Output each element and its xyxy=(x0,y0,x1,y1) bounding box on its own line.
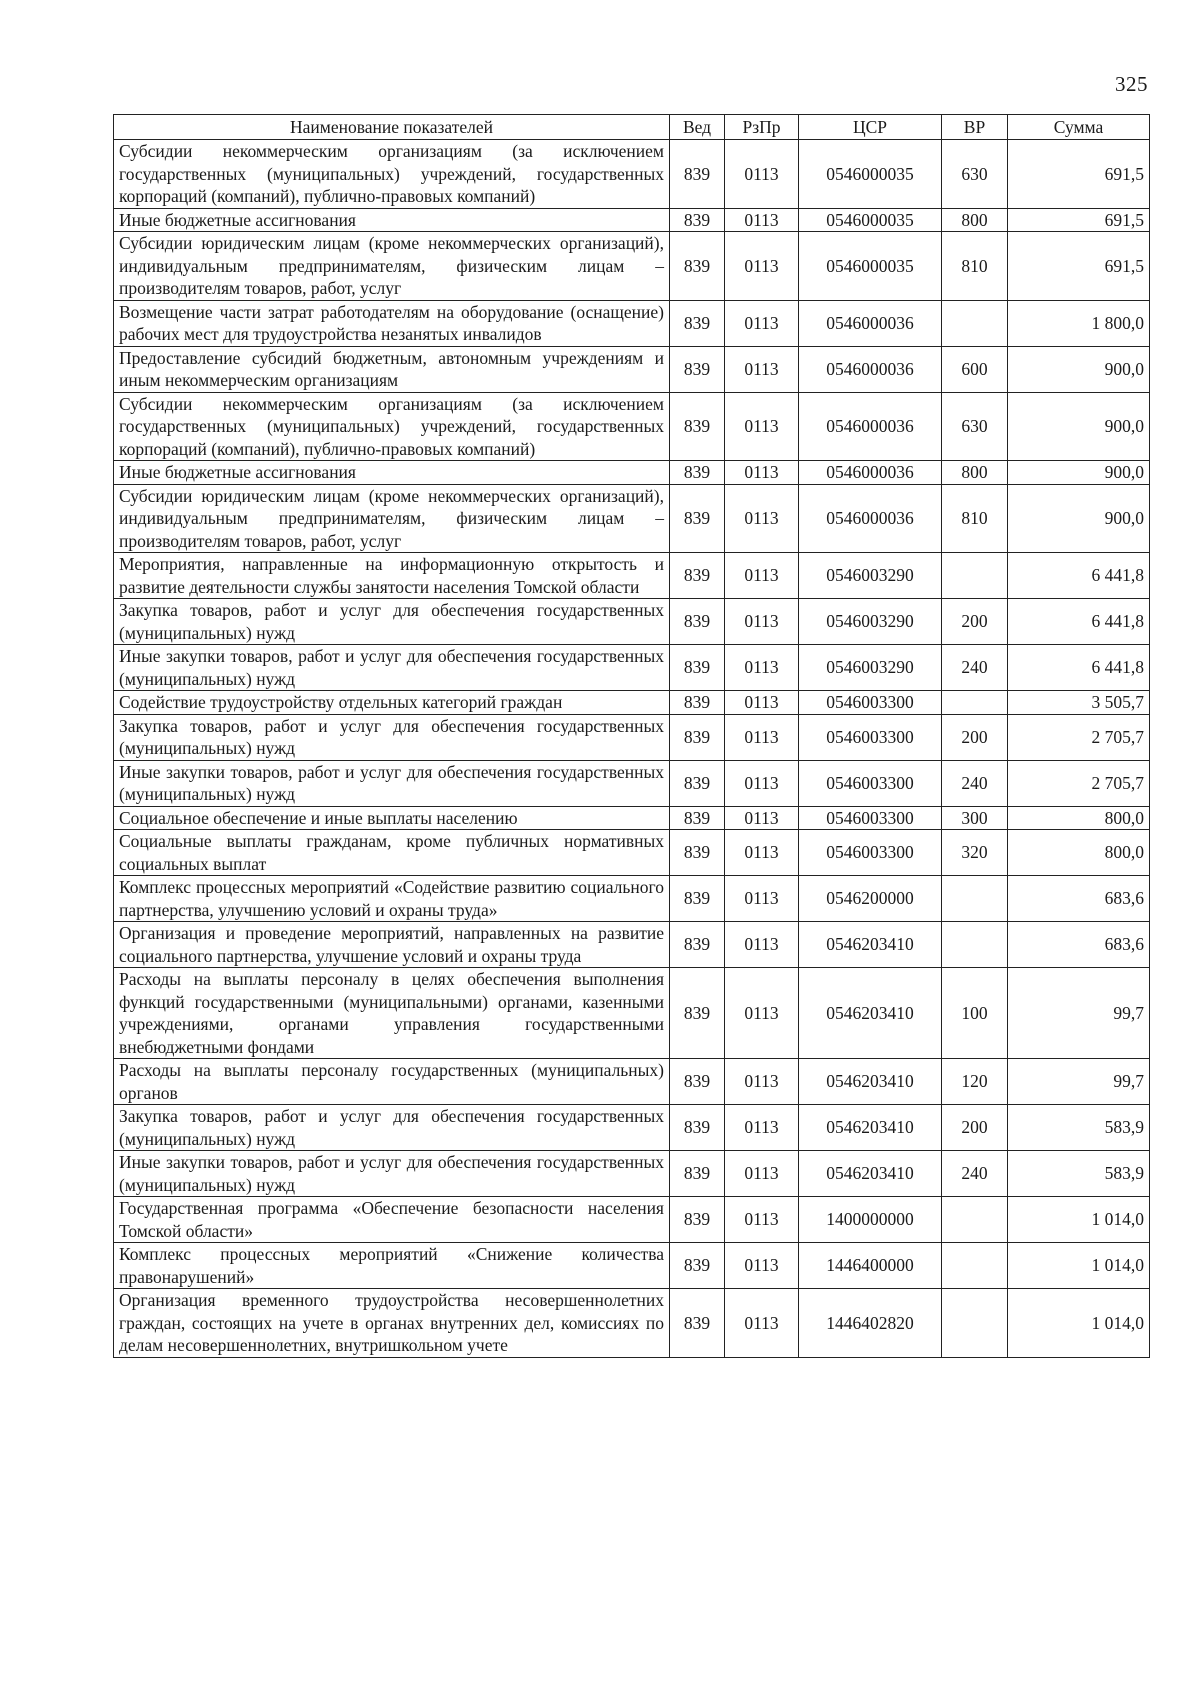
cell-ved: 839 xyxy=(670,1197,725,1243)
table-row xyxy=(114,346,1150,392)
cell-csr: 0546000036 xyxy=(799,346,942,392)
cell-name: Предоставление субсидий бюджетным, автономным учреждениям и иным некоммерческим организациям xyxy=(114,346,670,392)
cell-name: Субсидии некоммерческим организациям (за исключением государственных (муниципальных) учреждений, государственных корпораций (компаний), публично-правовых компаний) xyxy=(114,140,670,209)
cell-ved: 839 xyxy=(670,599,725,645)
cell-name: Закупка товаров, работ и услуг для обеспечения государственных (муниципальных) нужд xyxy=(114,1105,670,1151)
cell-sum: 900,0 xyxy=(1008,461,1150,485)
cell-rzpr: 0113 xyxy=(725,760,799,806)
cell-rzpr: 0113 xyxy=(725,300,799,346)
cell-ved: 839 xyxy=(670,392,725,461)
table-row xyxy=(114,461,1150,485)
cell-ved: 839 xyxy=(670,461,725,485)
cell-vr: 810 xyxy=(942,484,1008,553)
cell-csr: 0546203410 xyxy=(799,1105,942,1151)
cell-name: Содействие трудоустройству отдельных категорий граждан xyxy=(114,691,670,715)
cell-sum: 99,7 xyxy=(1008,1059,1150,1105)
cell-name: Субсидии юридическим лицам (кроме некоммерческих организаций), индивидуальным предпринимателям, физическим лицам – производителям товаров, работ, услуг xyxy=(114,484,670,553)
table-row xyxy=(114,599,1150,645)
cell-name: Социальные выплаты гражданам, кроме публичных нормативных социальных выплат xyxy=(114,830,670,876)
cell-ved: 839 xyxy=(670,553,725,599)
cell-ved: 839 xyxy=(670,300,725,346)
cell-rzpr: 0113 xyxy=(725,208,799,232)
cell-rzpr: 0113 xyxy=(725,1289,799,1358)
cell-sum: 691,5 xyxy=(1008,140,1150,209)
cell-name: Комплекс процессных мероприятий «Содействие развитию социального партнерства, улучшению условий и охраны труда» xyxy=(114,876,670,922)
cell-csr: 1400000000 xyxy=(799,1197,942,1243)
cell-vr xyxy=(942,300,1008,346)
cell-sum: 900,0 xyxy=(1008,346,1150,392)
cell-sum: 2 705,7 xyxy=(1008,760,1150,806)
table-header xyxy=(114,115,1150,140)
cell-ved: 839 xyxy=(670,1243,725,1289)
table-row xyxy=(114,1151,1150,1197)
cell-ved: 839 xyxy=(670,1151,725,1197)
table-row xyxy=(114,1243,1150,1289)
cell-rzpr: 0113 xyxy=(725,140,799,209)
table-row xyxy=(114,1289,1150,1358)
header-sum: Сумма xyxy=(1008,115,1150,140)
cell-ved: 839 xyxy=(670,484,725,553)
cell-sum: 900,0 xyxy=(1008,392,1150,461)
table-row xyxy=(114,968,1150,1059)
table-row xyxy=(114,691,1150,715)
cell-ved: 839 xyxy=(670,760,725,806)
table-row xyxy=(114,1059,1150,1105)
cell-csr: 0546000035 xyxy=(799,140,942,209)
cell-ved: 839 xyxy=(670,830,725,876)
cell-csr: 0546003300 xyxy=(799,830,942,876)
cell-sum: 691,5 xyxy=(1008,232,1150,301)
budget-table xyxy=(113,114,1150,1358)
cell-name: Иные закупки товаров, работ и услуг для обеспечения государственных (муниципальных) нужд xyxy=(114,1151,670,1197)
cell-rzpr: 0113 xyxy=(725,232,799,301)
cell-name: Возмещение части затрат работодателям на оборудование (оснащение) рабочих мест для трудоустройства незанятых инвалидов xyxy=(114,300,670,346)
cell-name: Организация и проведение мероприятий, направленных на развитие социального партнерства, улучшение условий и охраны труда xyxy=(114,922,670,968)
table-row xyxy=(114,392,1150,461)
cell-csr: 0546003300 xyxy=(799,714,942,760)
cell-rzpr: 0113 xyxy=(725,1197,799,1243)
cell-name: Закупка товаров, работ и услуг для обеспечения государственных (муниципальных) нужд xyxy=(114,599,670,645)
cell-csr: 0546003300 xyxy=(799,691,942,715)
cell-rzpr: 0113 xyxy=(725,599,799,645)
header-rzpr: РзПр xyxy=(725,115,799,140)
cell-rzpr: 0113 xyxy=(725,968,799,1059)
cell-ved: 839 xyxy=(670,208,725,232)
cell-sum: 6 441,8 xyxy=(1008,553,1150,599)
cell-name: Комплекс процессных мероприятий «Снижение количества правонарушений» xyxy=(114,1243,670,1289)
cell-sum: 691,5 xyxy=(1008,208,1150,232)
cell-csr: 0546003290 xyxy=(799,553,942,599)
cell-sum: 3 505,7 xyxy=(1008,691,1150,715)
cell-rzpr: 0113 xyxy=(725,691,799,715)
cell-name: Иные закупки товаров, работ и услуг для обеспечения государственных (муниципальных) нужд xyxy=(114,645,670,691)
table-row xyxy=(114,760,1150,806)
cell-ved: 839 xyxy=(670,922,725,968)
cell-vr: 630 xyxy=(942,392,1008,461)
cell-ved: 839 xyxy=(670,714,725,760)
header-csr: ЦСР xyxy=(799,115,942,140)
table-row xyxy=(114,1105,1150,1151)
table-row xyxy=(114,876,1150,922)
table-row xyxy=(114,232,1150,301)
cell-vr: 100 xyxy=(942,968,1008,1059)
cell-name: Иные закупки товаров, работ и услуг для обеспечения государственных (муниципальных) нужд xyxy=(114,760,670,806)
cell-sum: 800,0 xyxy=(1008,806,1150,830)
table-body xyxy=(114,140,1150,1358)
cell-ved: 839 xyxy=(670,691,725,715)
table-row xyxy=(114,484,1150,553)
table-row xyxy=(114,1197,1150,1243)
cell-vr xyxy=(942,922,1008,968)
cell-vr: 200 xyxy=(942,714,1008,760)
cell-name: Закупка товаров, работ и услуг для обеспечения государственных (муниципальных) нужд xyxy=(114,714,670,760)
cell-sum: 6 441,8 xyxy=(1008,645,1150,691)
cell-vr xyxy=(942,553,1008,599)
cell-csr: 0546000035 xyxy=(799,208,942,232)
cell-rzpr: 0113 xyxy=(725,346,799,392)
cell-csr: 0546200000 xyxy=(799,876,942,922)
cell-rzpr: 0113 xyxy=(725,392,799,461)
page-number: 325 xyxy=(1115,72,1148,96)
table-row xyxy=(114,208,1150,232)
cell-rzpr: 0113 xyxy=(725,714,799,760)
cell-csr: 0546003290 xyxy=(799,599,942,645)
cell-rzpr: 0113 xyxy=(725,645,799,691)
cell-ved: 839 xyxy=(670,346,725,392)
cell-vr: 200 xyxy=(942,1105,1008,1151)
cell-rzpr: 0113 xyxy=(725,484,799,553)
table-row xyxy=(114,922,1150,968)
cell-csr: 0546203410 xyxy=(799,1151,942,1197)
cell-name: Иные бюджетные ассигнования xyxy=(114,208,670,232)
cell-vr xyxy=(942,1289,1008,1358)
cell-vr: 240 xyxy=(942,1151,1008,1197)
cell-sum: 1 014,0 xyxy=(1008,1289,1150,1358)
cell-rzpr: 0113 xyxy=(725,553,799,599)
table-row xyxy=(114,300,1150,346)
cell-name: Иные бюджетные ассигнования xyxy=(114,461,670,485)
cell-sum: 900,0 xyxy=(1008,484,1150,553)
cell-sum: 683,6 xyxy=(1008,876,1150,922)
cell-vr: 630 xyxy=(942,140,1008,209)
cell-csr: 1446402820 xyxy=(799,1289,942,1358)
cell-vr: 120 xyxy=(942,1059,1008,1105)
header-name: Наименование показателей xyxy=(114,115,670,140)
cell-ved: 839 xyxy=(670,806,725,830)
cell-rzpr: 0113 xyxy=(725,922,799,968)
cell-csr: 0546203410 xyxy=(799,1059,942,1105)
cell-rzpr: 0113 xyxy=(725,1059,799,1105)
cell-rzpr: 0113 xyxy=(725,1151,799,1197)
cell-csr: 0546000036 xyxy=(799,392,942,461)
table-row xyxy=(114,806,1150,830)
cell-csr: 0546203410 xyxy=(799,968,942,1059)
cell-csr: 0546000035 xyxy=(799,232,942,301)
cell-csr: 0546203410 xyxy=(799,922,942,968)
header-row xyxy=(114,115,1150,140)
cell-vr: 810 xyxy=(942,232,1008,301)
cell-sum: 99,7 xyxy=(1008,968,1150,1059)
table-row xyxy=(114,553,1150,599)
cell-ved: 839 xyxy=(670,968,725,1059)
cell-name: Субсидии некоммерческим организациям (за исключением государственных (муниципальных) учреждений, государственных корпораций (компаний), публично-правовых компаний) xyxy=(114,392,670,461)
cell-name: Мероприятия, направленные на информационную открытость и развитие деятельности службы занятости населения Томской области xyxy=(114,553,670,599)
table-row xyxy=(114,714,1150,760)
cell-name: Государственная программа «Обеспечение безопасности населения Томской области» xyxy=(114,1197,670,1243)
cell-name: Расходы на выплаты персоналу в целях обеспечения выполнения функций государственными (муниципальными) органами, казенными учреждениями, органами управления государственными внебюджетными фондами xyxy=(114,968,670,1059)
cell-rzpr: 0113 xyxy=(725,830,799,876)
table-row xyxy=(114,645,1150,691)
cell-sum: 800,0 xyxy=(1008,830,1150,876)
cell-vr: 300 xyxy=(942,806,1008,830)
cell-vr xyxy=(942,691,1008,715)
cell-csr: 0546000036 xyxy=(799,300,942,346)
cell-rzpr: 0113 xyxy=(725,1243,799,1289)
cell-sum: 583,9 xyxy=(1008,1105,1150,1151)
cell-name: Субсидии юридическим лицам (кроме некоммерческих организаций), индивидуальным предпринимателям, физическим лицам – производителям товаров, работ, услуг xyxy=(114,232,670,301)
cell-vr: 800 xyxy=(942,208,1008,232)
cell-vr xyxy=(942,876,1008,922)
cell-ved: 839 xyxy=(670,876,725,922)
cell-ved: 839 xyxy=(670,140,725,209)
cell-sum: 683,6 xyxy=(1008,922,1150,968)
cell-name: Расходы на выплаты персоналу государственных (муниципальных) органов xyxy=(114,1059,670,1105)
cell-vr: 240 xyxy=(942,760,1008,806)
cell-vr: 240 xyxy=(942,645,1008,691)
cell-rzpr: 0113 xyxy=(725,461,799,485)
cell-sum: 1 014,0 xyxy=(1008,1243,1150,1289)
cell-vr xyxy=(942,1197,1008,1243)
table-row xyxy=(114,140,1150,209)
cell-sum: 583,9 xyxy=(1008,1151,1150,1197)
cell-sum: 1 800,0 xyxy=(1008,300,1150,346)
cell-ved: 839 xyxy=(670,232,725,301)
cell-name: Социальное обеспечение и иные выплаты населению xyxy=(114,806,670,830)
cell-vr: 320 xyxy=(942,830,1008,876)
cell-vr: 200 xyxy=(942,599,1008,645)
cell-ved: 839 xyxy=(670,1105,725,1151)
cell-sum: 6 441,8 xyxy=(1008,599,1150,645)
cell-sum: 2 705,7 xyxy=(1008,714,1150,760)
cell-rzpr: 0113 xyxy=(725,806,799,830)
cell-vr: 600 xyxy=(942,346,1008,392)
table-row xyxy=(114,830,1150,876)
cell-sum: 1 014,0 xyxy=(1008,1197,1150,1243)
header-vr: ВР xyxy=(942,115,1008,140)
cell-ved: 839 xyxy=(670,1289,725,1358)
cell-rzpr: 0113 xyxy=(725,1105,799,1151)
cell-ved: 839 xyxy=(670,645,725,691)
cell-name: Организация временного трудоустройства несовершеннолетних граждан, состоящих на учете в органах внутренних дел, комиссиях по делам несовершеннолетних, внутришкольном учете xyxy=(114,1289,670,1358)
cell-csr: 0546000036 xyxy=(799,461,942,485)
cell-csr: 0546000036 xyxy=(799,484,942,553)
cell-vr: 800 xyxy=(942,461,1008,485)
cell-ved: 839 xyxy=(670,1059,725,1105)
cell-csr: 0546003300 xyxy=(799,806,942,830)
cell-vr xyxy=(942,1243,1008,1289)
cell-csr: 0546003300 xyxy=(799,760,942,806)
cell-csr: 1446400000 xyxy=(799,1243,942,1289)
cell-csr: 0546003290 xyxy=(799,645,942,691)
cell-rzpr: 0113 xyxy=(725,876,799,922)
header-ved: Вед xyxy=(670,115,725,140)
